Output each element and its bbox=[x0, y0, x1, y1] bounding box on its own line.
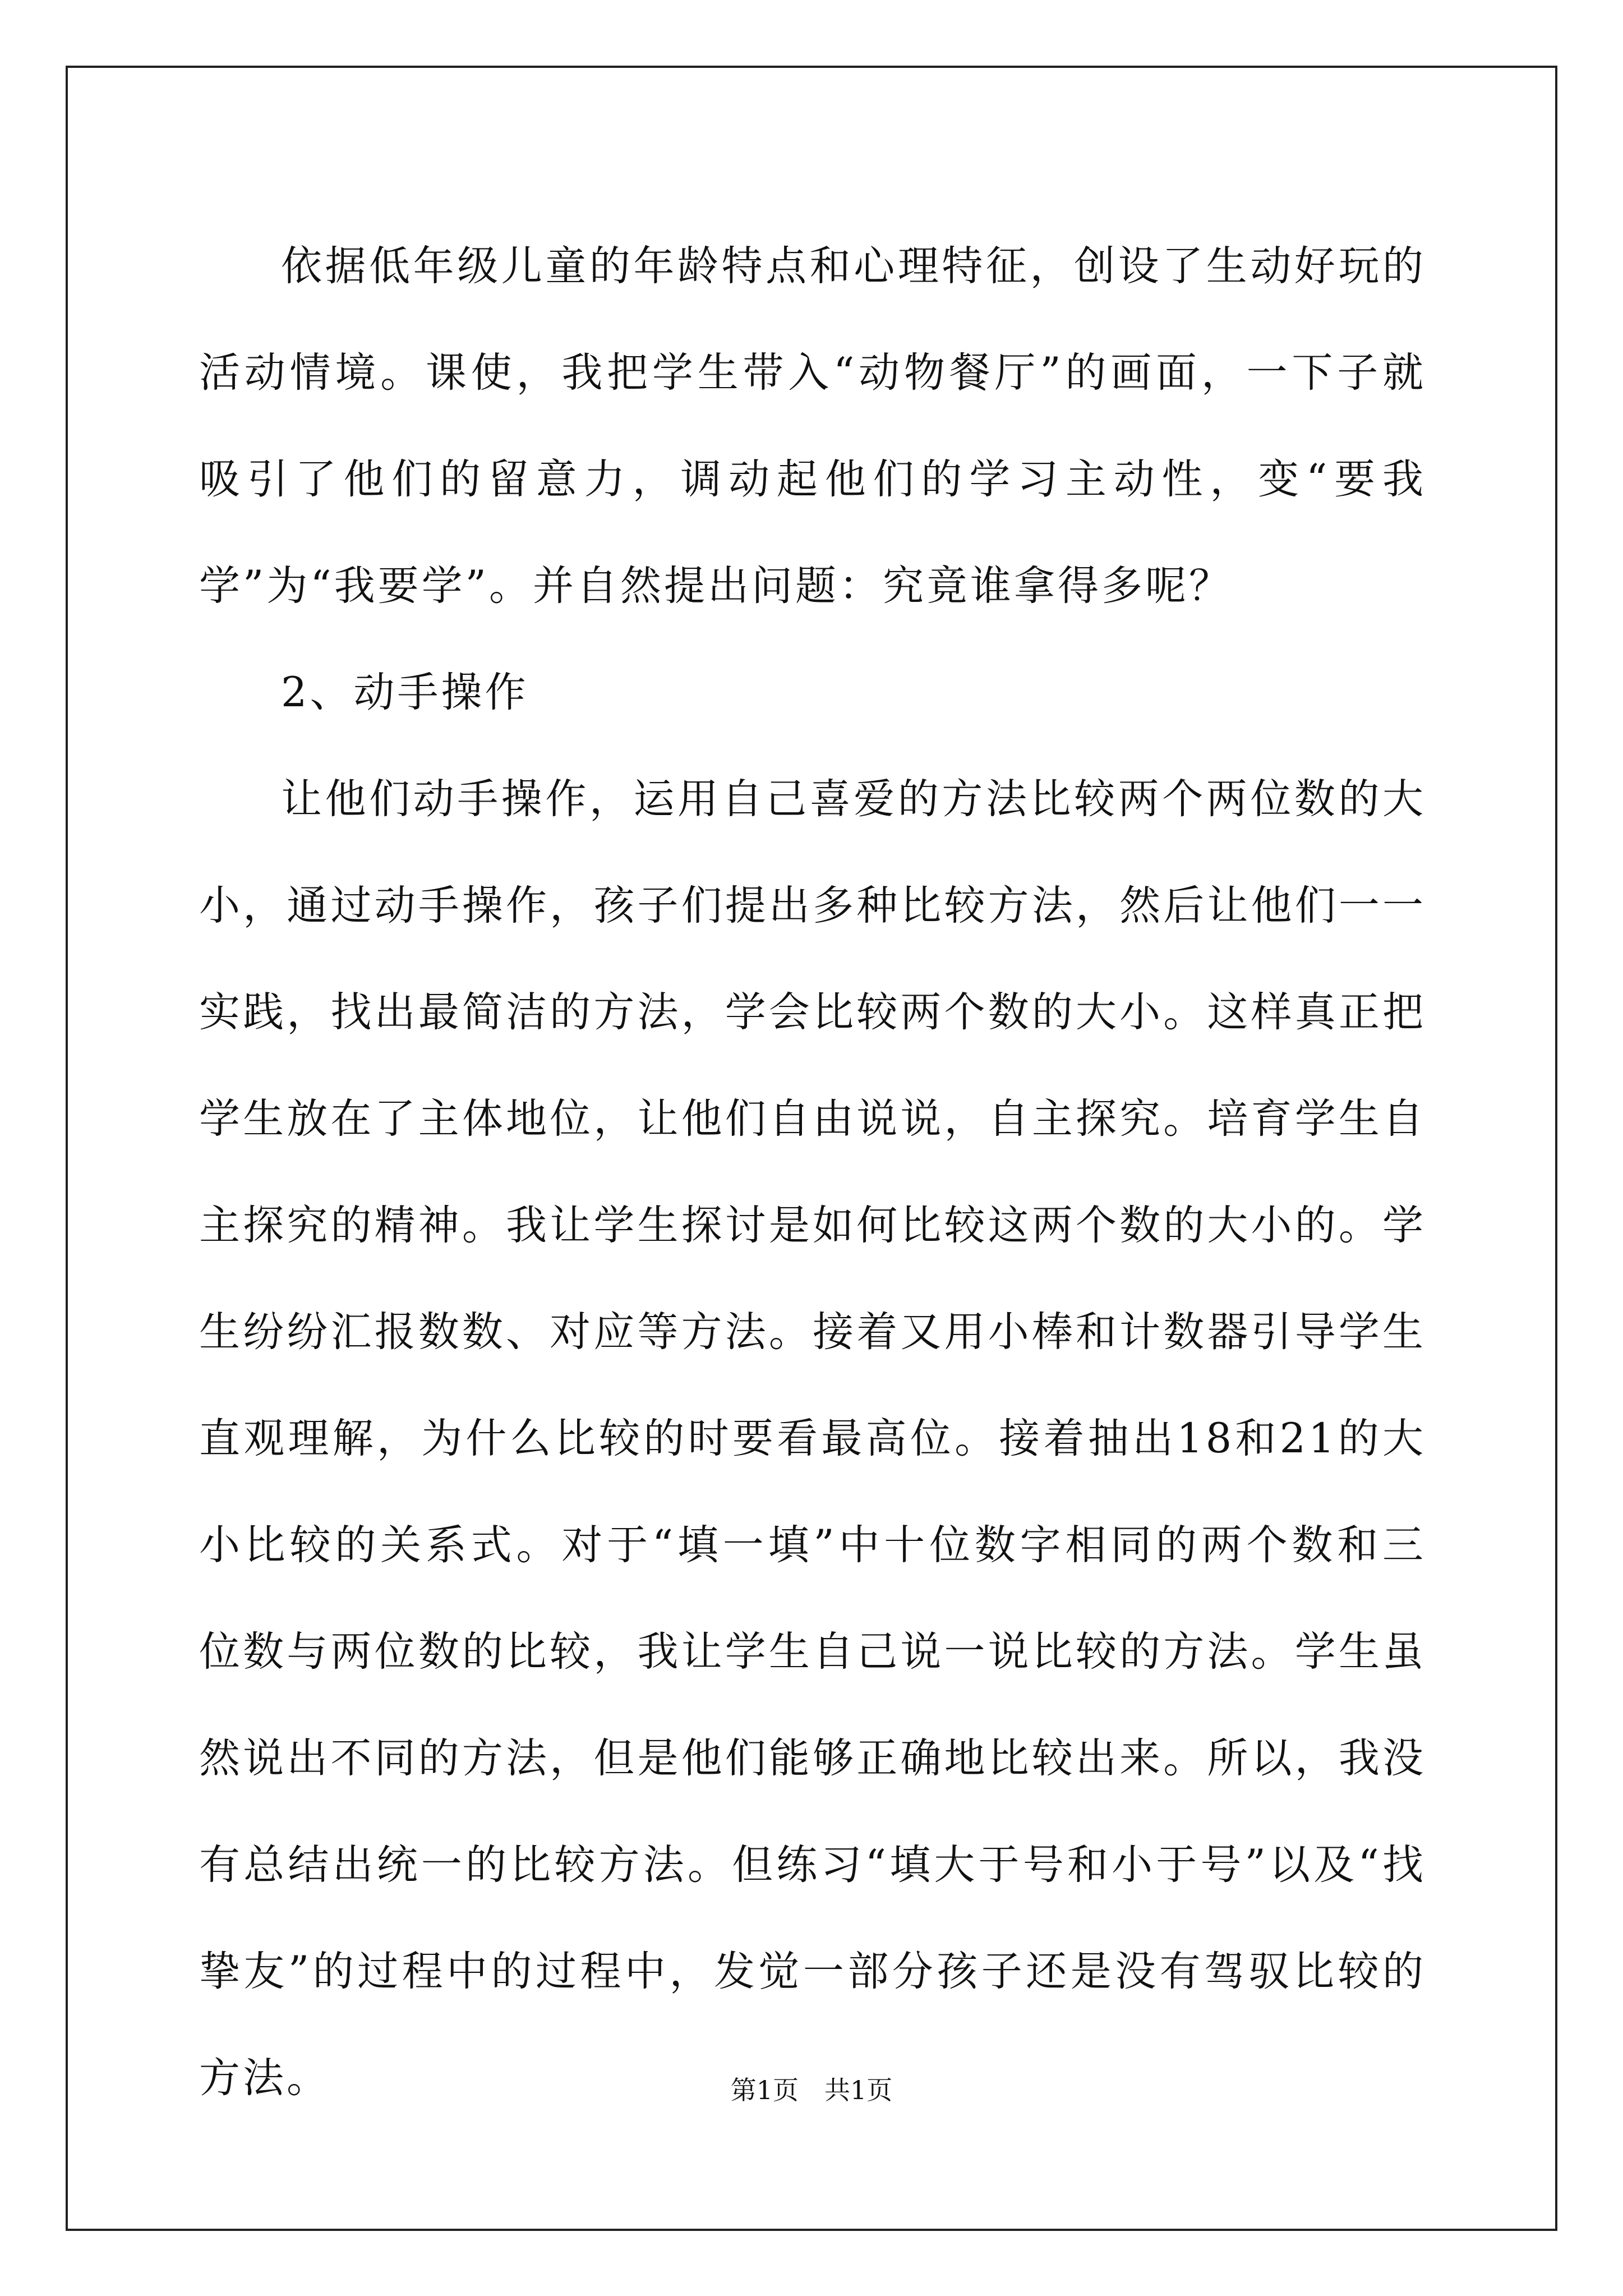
page-number-current: 第1页 bbox=[730, 2075, 799, 2105]
paragraph-intro: 依据低年级儿童的年龄特点和心理特征，创设了生动好玩的活动情境。课使，我把学生带入“动物餐厅”的画面，一下子就吸引了他们的留意力，调动起他们的学习主动性，变“要我学”为“我要学”。并自然提出问题：究竟谁拿得多呢？ bbox=[199, 242, 1426, 610]
section-heading-hands-on: 2、动手操作 bbox=[281, 669, 529, 716]
page-number-total: 共1页 bbox=[824, 2075, 893, 2105]
paragraph-hands-on: 让他们动手操作，运用自己喜爱的方法比较两个两位数的大小，通过动手操作，孩子们提出多种比较方法，然后让他们一一实践，找出最简洁的方法，学会比较两个数的大小。这样真正把学生放在了主体地位，让他们自由说说，自主探究。培育学生自主探究的精神。我让学生探讨是如何比较这两个数的大小的。学生纷纷汇报数数、对应等方法。接着又用小棒和计数器引导学生直观理解，为什么比较的时要看最高位。接着抽出18和21的大小比较的关系式。对于“填一填”中十位数字相同的两个数和三位数与两位数的比较，我让学生自己说一说比较的方法。学生虽然说出不同的方法，但是他们能够正确地比较出来。所以，我没有总结出统一的比较方法。但练习“填大于号和小于号”以及“找挚友”的过程中的过程中，发觉一部分孩子还是没有驾驭比较的方法。 bbox=[199, 775, 1426, 2102]
document-body bbox=[199, 213, 1426, 2132]
page-footer bbox=[0, 2070, 1623, 2107]
